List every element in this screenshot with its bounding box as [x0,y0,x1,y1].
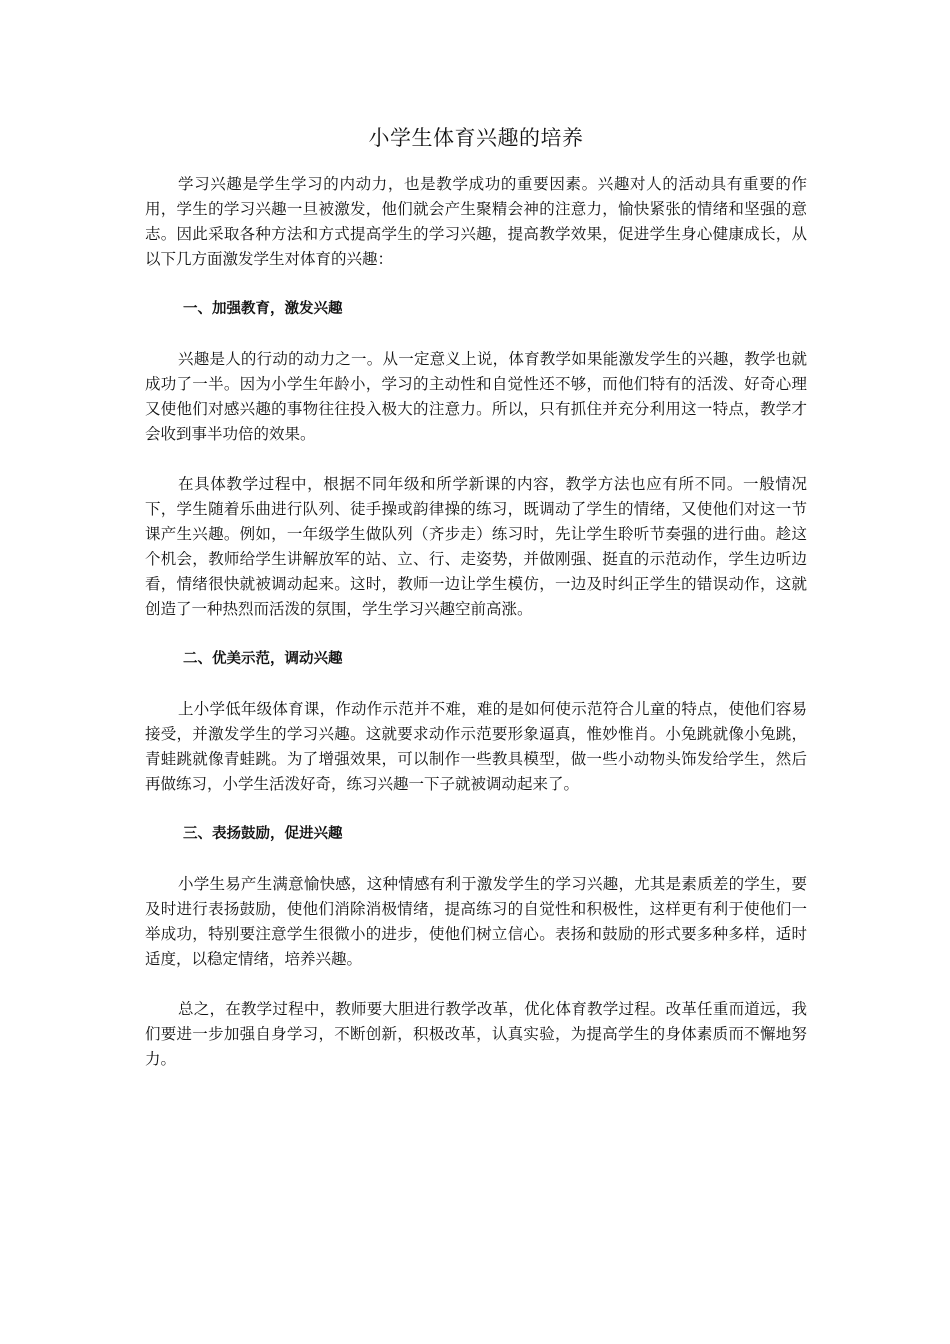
page-title: 小学生体育兴趣的培养 [368,126,584,150]
body-paragraph: 在具体教学过程中，根据不同年级和所学新课的内容，教学方法也应有所不同。一般情况下，学生随着乐曲进行队列、徒手操或韵律操的练习，既调动了学生的情绪，又使他们对这一节课产生兴趣。例如，一年级学生做队列（齐步走）练习时，先让学生聆听节奏强的进行曲。趁这个机会，教师给学生讲解放军的站、立、行、走姿势，并做刚强、挺直的示范动作，学生边听边看，情绪很快就被调动起来。这时，教师一边让学生模仿，一边及时纠正学生的错误动作，这就创造了一种热烈而活泼的氛围，学生学习兴趣空前高涨。 [145,475,807,618]
body-paragraph: 小学生易产生满意愉快感，这种情感有利于激发学生的学习兴趣，尤其是素质差的学生，要及时进行表扬鼓励，使他们消除消极情绪，提高练习的自觉性和积极性，这样更有利于使他们一举成功，特别要注意学生很微小的进步，使他们树立信心。表扬和鼓励的形式要多种多样，适时适度，以稳定情绪，培养兴趣。 [145,875,807,968]
section-encouragement [145,822,807,972]
section-heading: 三、表扬鼓励，促进兴趣 [183,826,343,842]
section-education [145,297,807,622]
body-paragraph: 上小学低年级体育课，作动作示范并不难，难的是如何使示范符合儿童的特点，使他们容易接受，并激发学生的学习兴趣。这就要求动作示范要形象逼真，惟妙惟肖。小兔跳就像小兔跳，青蛙跳就像青蛙跳。为了增强效果，可以制作一些教具模型，做一些小动物头饰发给学生，然后再做练习，小学生活泼好奇，练习兴趣一下子就被调动起来了。 [145,700,807,793]
section-heading: 一、加强教育，激发兴趣 [183,301,343,317]
intro-paragraph: 学习兴趣是学生学习的内动力，也是教学成功的重要因素。兴趣对人的活动具有重要的作用，学生的学习兴趣一旦被激发，他们就会产生聚精会神的注意力，愉快紧张的情绪和坚强的意志。因此采取各种方法和方式提高学生的学习兴趣，提高教学效果，促进学生身心健康成长，从以下几方面激发学生对体育的兴趣： [145,175,807,268]
conclusion-paragraph: 总之，在教学过程中，教师要大胆进行教学改革，优化体育教学过程。改革任重而道远，我们要进一步加强自身学习，不断创新，积极改革，认真实验，为提高学生的身体素质而不懈地努力。 [145,1000,807,1068]
body-paragraph: 兴趣是人的行动的动力之一。从一定意义上说，体育教学如果能激发学生的兴趣，教学也就成功了一半。因为小学生年龄小，学习的主动性和自觉性还不够，而他们特有的活泼、好奇心理又使他们对感兴趣的事物往往投入极大的注意力。所以，只有抓住并充分利用这一特点，教学才会收到事半功倍的效果。 [145,350,807,443]
section-demonstration [145,647,807,797]
document-body [145,118,807,1097]
section-heading: 二、优美示范，调动兴趣 [183,651,343,667]
